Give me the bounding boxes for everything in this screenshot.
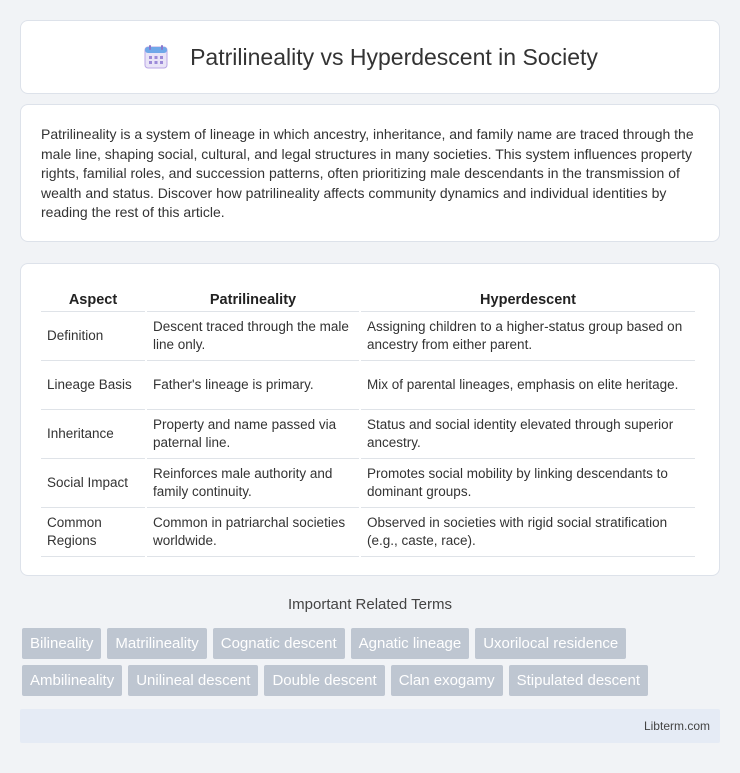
table-row xyxy=(41,459,695,508)
cell-aspect: Definition xyxy=(41,312,145,361)
related-terms-title: Important Related Terms xyxy=(288,596,452,613)
table-row xyxy=(41,410,695,459)
footer-brand[interactable]: Libterm.com xyxy=(643,719,710,733)
table-row xyxy=(41,508,695,557)
tag-bilineality[interactable]: Bilineality xyxy=(22,628,101,659)
tag-double-descent[interactable]: Double descent xyxy=(264,665,384,696)
tag-unilineal-descent[interactable]: Unilineal descent xyxy=(128,665,258,696)
cell-patrilineality: Father's lineage is primary. xyxy=(147,361,359,410)
tag-clan-exogamy[interactable]: Clan exogamy xyxy=(391,665,503,696)
tag-row-1 xyxy=(22,628,722,659)
table-row xyxy=(41,361,695,410)
header-hyperdescent: Hyperdescent xyxy=(361,284,695,312)
cell-patrilineality: Common in patriarchal societies worldwide. xyxy=(147,508,359,557)
header-patrilineality: Patrilineality xyxy=(147,284,359,312)
intro-paragraph: Patrilineality is a system of lineage in which ancestry, inheritance, and family name are traced through the male line, shaping social, cultural, and legal structures in many societies. This system influences property rights, familial roles, and succession patterns, often prioritizing male descendants in the transmission of wealth and status. Discover how patrilineality affects community dynamics and individual identities by reading the rest of this article. xyxy=(41,126,694,220)
comparison-card xyxy=(20,263,720,576)
cell-hyperdescent: Observed in societies with rigid social stratification (e.g., caste, race). xyxy=(361,508,695,557)
intro-card xyxy=(20,104,720,242)
header-aspect: Aspect xyxy=(41,284,145,312)
tag-stipulated-descent[interactable]: Stipulated descent xyxy=(509,665,648,696)
cell-hyperdescent: Promotes social mobility by linking descendants to dominant groups. xyxy=(361,459,695,508)
related-terms-list xyxy=(22,628,722,702)
title-card xyxy=(20,20,720,94)
comparison-table xyxy=(39,284,697,557)
tag-uxorilocal-residence[interactable]: Uxorilocal residence xyxy=(475,628,626,659)
calendar-icon xyxy=(142,43,170,71)
tag-agnatic-lineage[interactable]: Agnatic lineage xyxy=(351,628,470,659)
cell-patrilineality: Reinforces male authority and family continuity. xyxy=(147,459,359,508)
cell-aspect: Lineage Basis xyxy=(41,361,145,410)
cell-aspect: Inheritance xyxy=(41,410,145,459)
tag-matrilineality[interactable]: Matrilineality xyxy=(107,628,206,659)
cell-hyperdescent: Mix of parental lineages, emphasis on elite heritage. xyxy=(361,361,695,410)
table-row xyxy=(41,312,695,361)
cell-patrilineality: Descent traced through the male line only. xyxy=(147,312,359,361)
table-header-row xyxy=(41,284,695,312)
cell-hyperdescent: Status and social identity elevated through superior ancestry. xyxy=(361,410,695,459)
footer xyxy=(20,709,720,743)
cell-aspect: Common Regions xyxy=(41,508,145,557)
cell-aspect: Social Impact xyxy=(41,459,145,508)
cell-patrilineality: Property and name passed via paternal line. xyxy=(147,410,359,459)
tag-cognatic-descent[interactable]: Cognatic descent xyxy=(213,628,345,659)
page-title: Patrilineality vs Hyperdescent in Society xyxy=(190,43,598,70)
title-wrapper xyxy=(142,43,598,71)
tag-row-2 xyxy=(22,665,722,696)
tag-ambilineality[interactable]: Ambilineality xyxy=(22,665,122,696)
cell-hyperdescent: Assigning children to a higher-status group based on ancestry from either parent. xyxy=(361,312,695,361)
